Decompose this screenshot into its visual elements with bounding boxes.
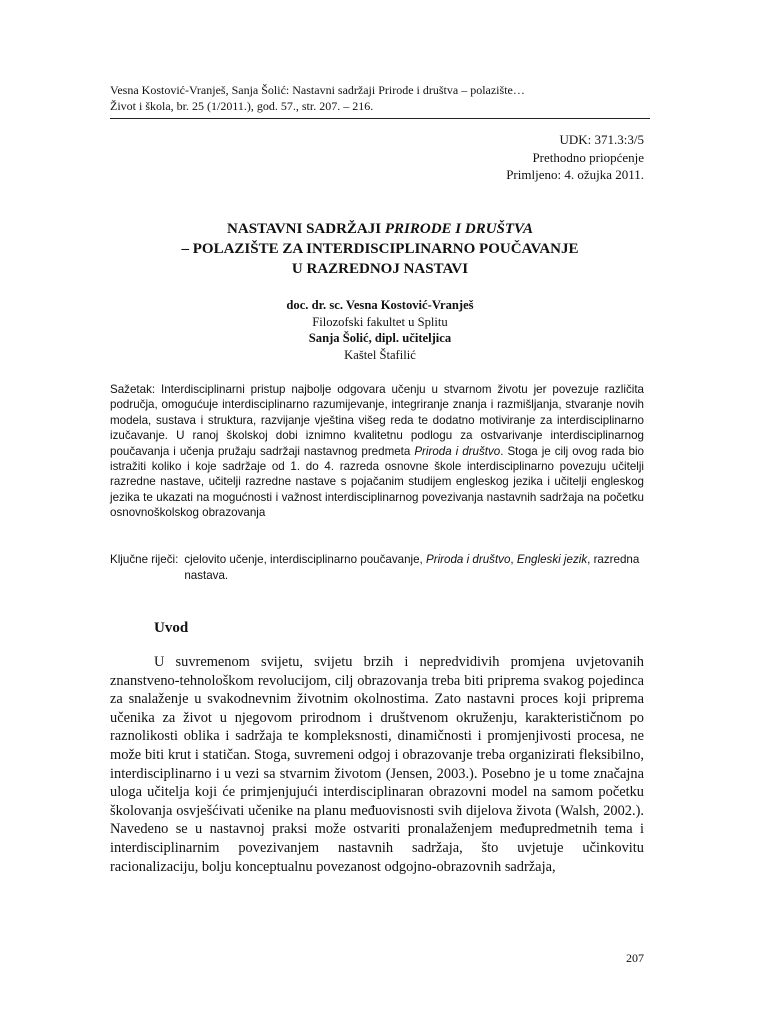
title-prefix: NASTAVNI SADRŽAJI xyxy=(227,221,385,237)
keywords-text-1: cjelovito učenje, interdisciplinarno poučavanje, xyxy=(184,553,426,566)
keywords-text-2: , razredna nastava. xyxy=(184,553,640,582)
article-type: Prethodno priopćenje xyxy=(532,149,644,165)
keyword-italic-2: Engleski jezik xyxy=(516,553,588,566)
keywords-label: Ključne riječi: xyxy=(110,553,179,566)
udk-code: UDK: 371.3:3/5 xyxy=(559,132,644,147)
body-paragraph: U suvremenom svijetu, svijetu brzih i nepredvidivih promjena uvjetovanih znanstveno-tehnološkom revolucijom, cilj obrazovanja treba biti priprema svakog pojedinca za snalaženje u svakodnevnim životnim okolnostima. Zato nastavni proces koji priprema učenika za život u njegovom prirodnom i društvenom okruženju, karakterističnom po raznolikosti oblika i sadržaja te kompleksnosti, dinamičnosti i promjenjivosti procesa, ne može biti krut i statičan. Stoga, suvremeni odgoj i obrazovanje treba organizirati fleksibilno, interdisciplinarno i u vezi sa stvarnim životom (Jensen, 2003.). Posebno je u tome značajna uloga učitelja koji će primjenjujući interdisciplinaran obrazovni model na samom početku školovanja osvješćivati učenike na planu međuovisnosti svih dijelova života (Walsh, 2002.). Navedeno se u nastavnoj praksi može ostvariti pronalaženjem međupredmetnih tema i interdisciplinarnim povezivanjem nastavnih sadržaja, što uvjetuje učinkovitu racionalizaciju, bolju konceptualnu povezanost odgojno-obrazovnih sadržaja, xyxy=(110,654,644,875)
author-1-affiliation: Filozofski fakultet u Splitu xyxy=(312,314,448,329)
abstract xyxy=(110,382,644,521)
keywords xyxy=(110,552,644,584)
author-block xyxy=(110,297,650,363)
page-number: 207 xyxy=(626,951,644,965)
article-meta xyxy=(506,131,644,184)
title-line-1 xyxy=(110,219,650,239)
author-2-name: Sanja Šolić, dipl. učiteljica xyxy=(308,331,452,345)
title-line-2: – POLAZIŠTE ZA INTERDISCIPLINARNO POUČAVANJE xyxy=(181,241,579,257)
section-heading: Uvod xyxy=(154,620,189,636)
author-2-affiliation: Kaštel Štafilić xyxy=(344,347,416,362)
abstract-italic-subject: Priroda i društvo xyxy=(414,444,501,458)
running-head xyxy=(110,82,650,119)
title-italic-subject: PRIRODE I DRUŠTVA xyxy=(384,221,533,237)
running-head-authors-title: Vesna Kostović-Vranješ, Sanja Šolić: Nastavni sadržaji Prirode i društva – polazište… xyxy=(110,83,525,97)
keywords-list xyxy=(184,552,644,584)
abstract-text-1: Sažetak: Interdisciplinarni pristup najbolje odgovara učenju u stvarnom životu jer povezuje različita područja, omogućuje interdisciplinarno razumijevanje, integriranje znanja i razmišljanja, stvaranje novih modela, sustava i struktura, razvijanje vještina višeg reda te dodatno motiviranje za interdisciplinarno izučavanje. U ranoj školskoj dobi iznimno kvalitetnu podlogu za ostvarivanje interdisciplinarnog poučavanja i učenja pružaju sadržaji nastavnog predmeta xyxy=(110,383,644,458)
author-1-name: doc. dr. sc. Vesna Kostović-Vranješ xyxy=(286,298,474,312)
title-line-3: U RAZREDNOJ NASTAVI xyxy=(291,261,469,277)
keywords-separator: , xyxy=(510,553,517,566)
received-date: Primljeno: 4. ožujka 2011. xyxy=(506,167,644,182)
abstract-text-2: . Stoga je cilj ovog rada bio istražiti koliko i koje sadržaje od 1. do 4. razreda osnovne škole interdisciplinarno povezuju učitelji razredne nastave, učitelji razredne nastave s pojačanim studijem engleskog jezika i učitelji engleskog jezika te ukazati na mogućnosti i važnost interdisciplinarnog povezivanja nastavnih sadržaja na početku osnovnoškolskog obrazovanja xyxy=(110,444,644,520)
article-title xyxy=(110,219,650,279)
keyword-italic-1: Priroda i društvo xyxy=(426,553,511,566)
running-head-journal: Život i škola, br. 25 (1/2011.), god. 57., str. 207. – 216. xyxy=(110,99,374,113)
